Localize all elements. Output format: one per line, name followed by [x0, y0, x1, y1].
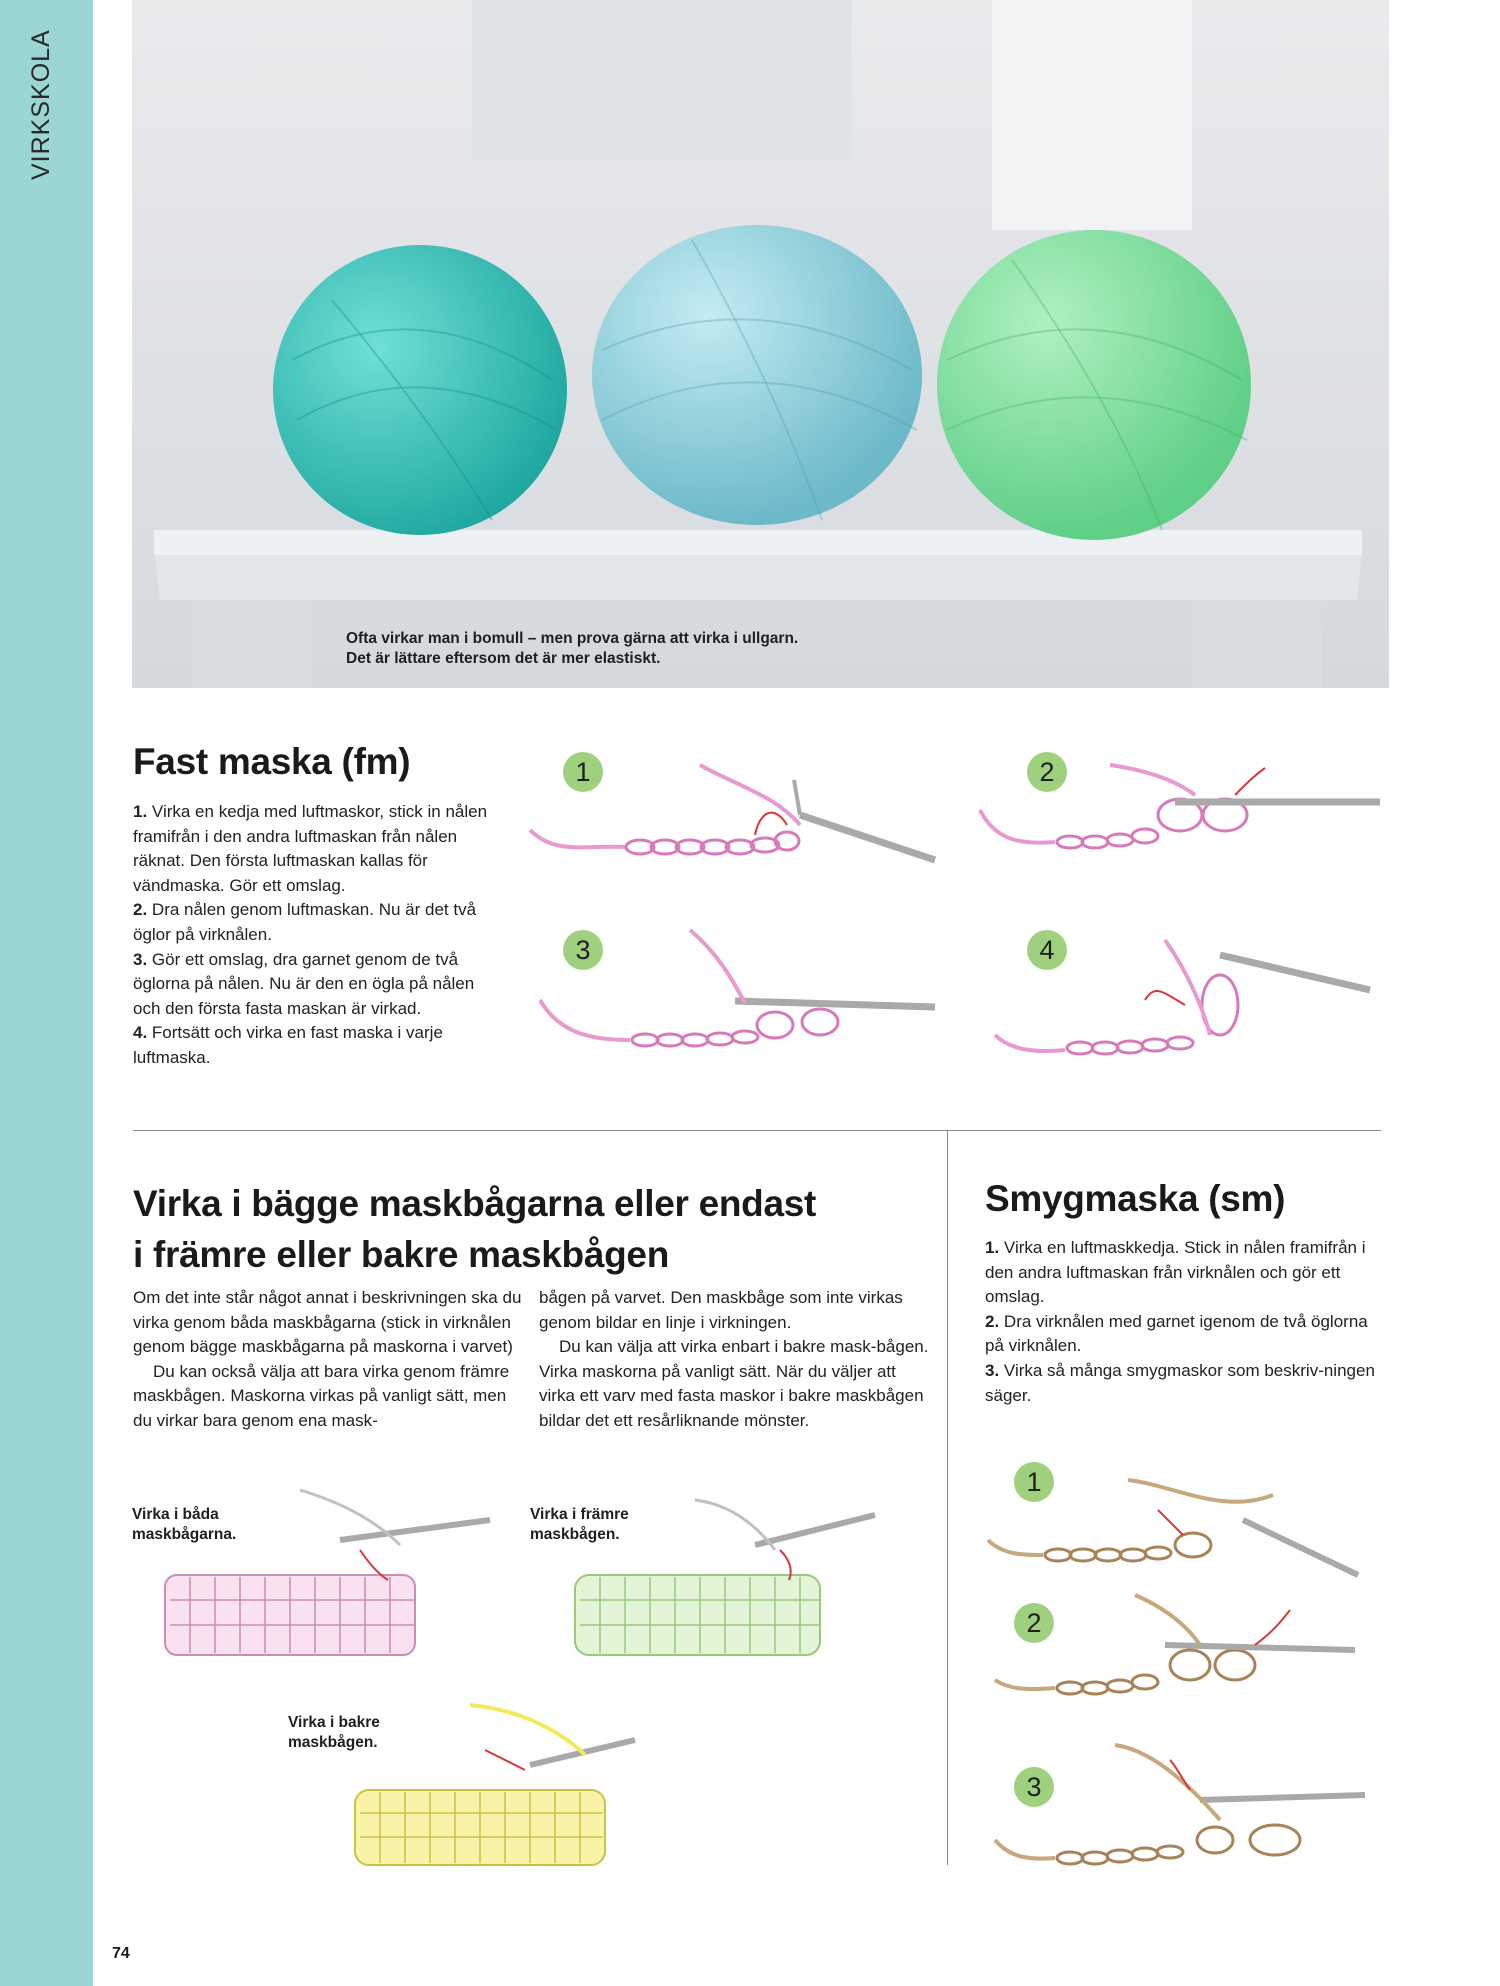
horizontal-divider [133, 1130, 1381, 1131]
label-both-loops: Virka i båda maskbågarna. [132, 1506, 237, 1543]
fast-step-1: 1. Virka en kedja med luftmaskor, stick in nålen framifrån i den andra luftmaskan från nålen räknat. Den första luftmaskan kallas för vändmaska. Gör ett omslag. [133, 802, 488, 895]
smyg-step-1: 1. Virka en luftmaskkedja. Stick in nålen framifrån i den andra luftmaskan från virknålen och gör ett omslag. [985, 1238, 1366, 1307]
page-number: 74 [112, 1945, 130, 1962]
step-badge: 3 [563, 930, 603, 970]
smygmaska-steps [985, 1236, 1385, 1408]
virka-column-1: Om det inte står något annat i beskrivningen ska du virka genom båda maskbågarna (stick in virknålen genom bägge maskbågarna på maskorna i varvet) Du kan också välja att bara virka genom främre maskbågen. Maskorna virkas på vanligt sätt, men du virkar bara genom ena mask- [133, 1288, 522, 1430]
step-badge: 1 [563, 752, 603, 792]
yarn-photo [132, 0, 1389, 688]
section-label: VIRKSKOLA [27, 29, 55, 180]
smyg-step-2: 2. Dra virknålen med garnet igenom de två öglorna på virknålen. [985, 1311, 1368, 1356]
step-badge: 3 [1014, 1767, 1054, 1807]
fast-step-4: 4. Fortsätt och virka en fast maska i varje luftmaska. [133, 1023, 443, 1067]
fast-maska-step3-illustration [535, 925, 955, 1060]
smygmaska-step2-illustration [990, 1590, 1360, 1700]
virka-maskbagar-title: Virka i bägge maskbågarna eller endast i främre eller bakre maskbågen [133, 1183, 817, 1275]
fast-step-3: 3. Gör ett omslag, dra garnet genom de två öglorna på nålen. Nu är den en ögla på nålen och den första fasta maskan är virkad. [133, 949, 475, 1018]
step-badge: 4 [1027, 930, 1067, 970]
step-badge: 1 [1014, 1462, 1054, 1502]
smygmaska-step3-illustration [990, 1740, 1370, 1870]
fast-maska-step1-illustration [525, 755, 945, 885]
fast-step-2: 2. Dra nålen genom luftmaskan. Nu är det två öglor på virknålen. [133, 900, 477, 944]
smygmaska-title: Smygmaska (sm) [985, 1178, 1286, 1219]
swatch-front-loop-illustration [565, 1495, 905, 1665]
step-badge: 2 [1014, 1603, 1054, 1643]
fast-maska-title: Fast maska (fm) [133, 741, 411, 782]
fast-maska-step4-illustration [990, 935, 1390, 1060]
side-band [0, 0, 93, 1986]
label-front-loop: Virka i främre maskbågen. [530, 1506, 629, 1543]
fast-maska-step2-illustration [975, 760, 1395, 860]
label-back-loop: Virka i bakre maskbågen. [288, 1714, 380, 1751]
vertical-divider [947, 1130, 948, 1865]
smyg-step-3: 3. Virka så många smygmaskor som beskriv-ningen säger. [985, 1360, 1375, 1405]
fast-maska-steps [133, 800, 493, 1071]
virka-column-2: bågen på varvet. Den maskbåge som inte virkas genom bildar en linje i virkningen. Du kan välja att virka enbart i bakre mask-bågen. Virka maskorna på vanligt sätt. När du väljer att virka ett varv med fasta maskor i bakre maskbågen bildar det ett resårliknande mönster. [539, 1288, 929, 1430]
step-badge: 2 [1027, 752, 1067, 792]
swatch-back-loop-illustration [345, 1695, 665, 1870]
photo-caption: Ofta virkar man i bomull – men prova gärna att virka i ullgarn. Det är lättare eftersom det är mer elastiskt. [346, 630, 799, 667]
smygmaska-step1-illustration [983, 1475, 1363, 1585]
swatch-both-loops-illustration [160, 1485, 500, 1660]
